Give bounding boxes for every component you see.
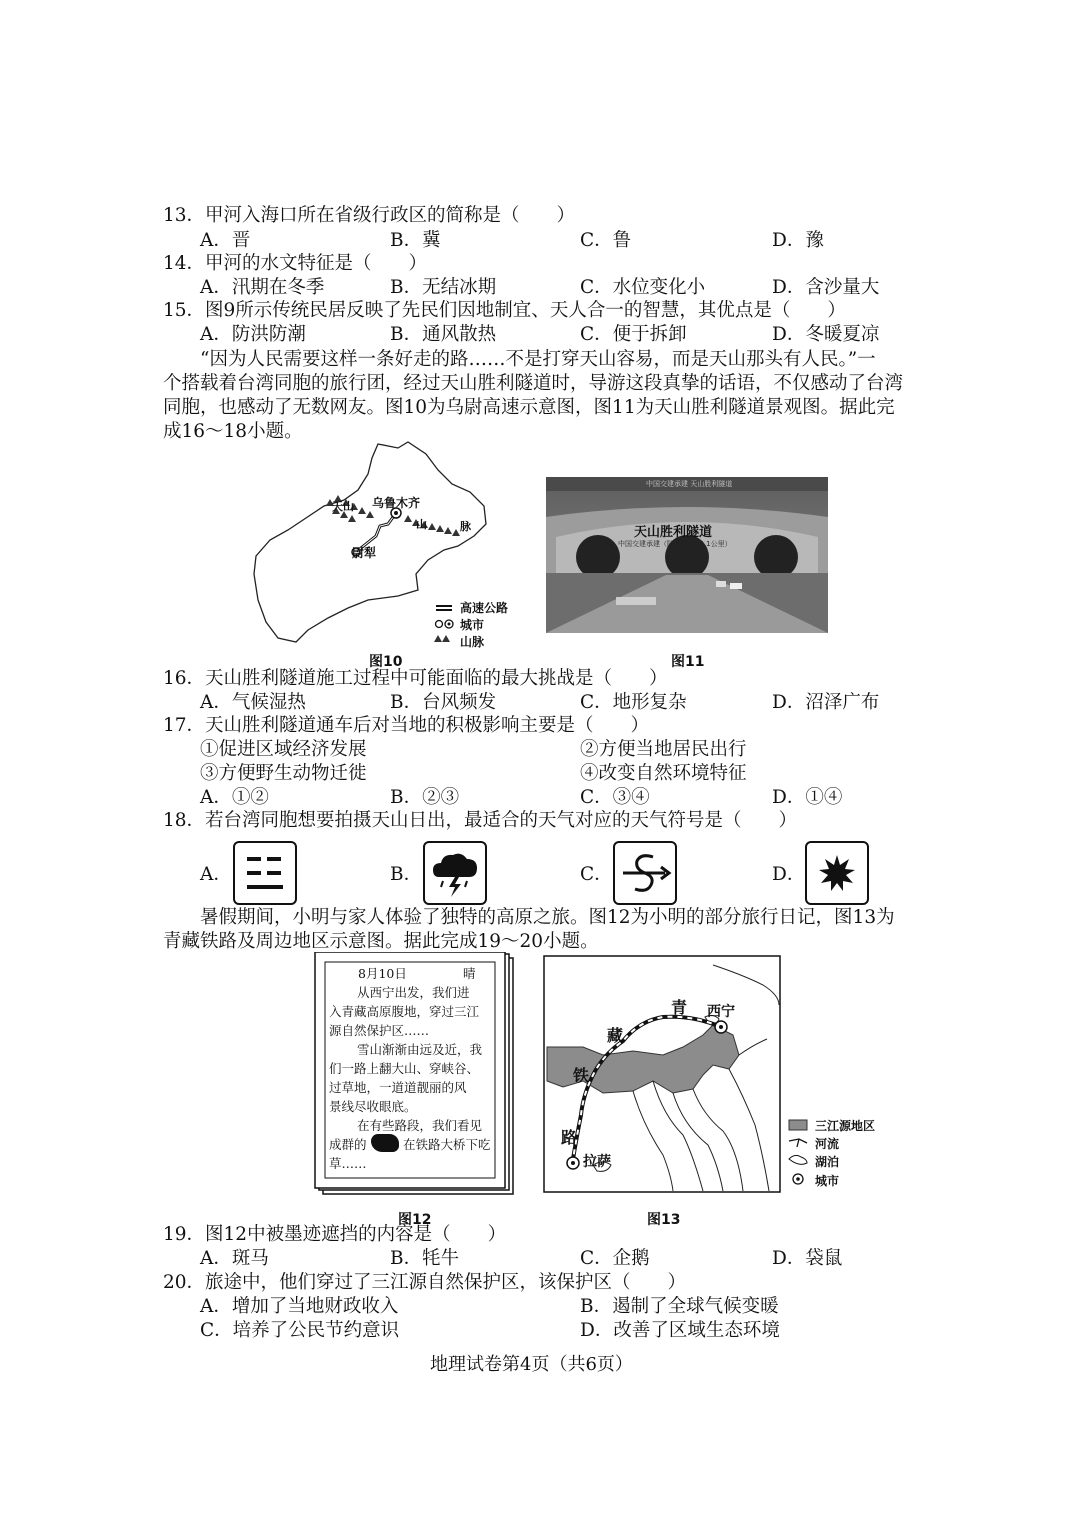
passage1-line: 成16～18小题。 <box>163 421 303 442</box>
diary-line: 成群的 <box>329 1137 367 1152</box>
q14-option-c: C．水位变化小 <box>580 277 706 298</box>
q17-option-b: B．②③ <box>390 787 460 808</box>
q20-option-b: B．遏制了全球气候变暖 <box>580 1296 779 1317</box>
q20-option-d: D．改善了区域生态环境 <box>580 1320 780 1341</box>
diary-line: 在有些路段，我们看见 <box>357 1118 483 1133</box>
figure-13-map <box>543 955 913 1195</box>
diary-line: 雪山渐渐由远及近，我 <box>357 1042 483 1057</box>
city-label-lhasa: 拉萨 <box>583 1154 611 1170</box>
q17-statement-2: ②方便当地居民出行 <box>580 739 747 760</box>
legend-sanjiangyuan: 三江源地区 <box>815 1119 876 1133</box>
q14-stem: 14．甲河的水文特征是（ ） <box>163 253 428 274</box>
tunnel-top-text: 中国交建承建 天山胜利隧道 <box>646 480 733 488</box>
thunderstorm-symbol-icon <box>423 841 487 905</box>
q16-stem: 16．天山胜利隧道施工过程中可能面临的最大挑战是（ ） <box>163 668 668 689</box>
diary-line: 在铁路大桥下吃 <box>403 1137 491 1152</box>
diary-line: 们一路上翻大山、穿峡谷、 <box>329 1061 480 1076</box>
q13-option-b: B．冀 <box>390 230 441 251</box>
sunny-symbol-icon <box>805 841 869 905</box>
passage1-line: 个搭载着台湾同胞的旅行团，经过天山胜利隧道时，导游这段真挚的话语，不仅感动了台湾 <box>163 373 904 394</box>
ink-blot <box>371 1134 399 1152</box>
railway-label-char: 铁 <box>573 1066 590 1085</box>
mountain-label-mai: 脉 <box>460 520 471 533</box>
q18-stem: 18．若台湾同胞想要拍摄天山日出，最适合的天气对应的天气符号是（ ） <box>163 810 798 831</box>
railway-label-char: 藏 <box>607 1026 624 1045</box>
q16-option-a: A．气候湿热 <box>200 692 306 713</box>
figure-11-tunnel-photo <box>546 477 828 633</box>
q20-option-c: C．培养了公民节约意识 <box>200 1320 400 1341</box>
q16-option-b: B．台风频发 <box>390 692 497 713</box>
diary-weather: 晴 <box>463 966 476 981</box>
passage2-line: 青藏铁路及周边地区示意图。据此完成19～20小题。 <box>163 931 599 952</box>
legend-city: 城市 <box>815 1174 840 1188</box>
q19-stem: 19．图12中被墨迹遮挡的内容是（ ） <box>163 1224 507 1245</box>
q20-stem: 20．旅途中，他们穿过了三江源自然保护区，该保护区（ ） <box>163 1272 687 1293</box>
q19-option-a: A．斑马 <box>200 1248 269 1269</box>
tunnel-sign-subtext: 中国交建承建（隧道总长22.1公里） <box>618 540 732 548</box>
diary-line: 从西宁出发，我们进 <box>357 985 470 1000</box>
q18-option-b: B． <box>390 864 423 885</box>
passage1-line: “因为人民需要这样一条好走的路……不是打穿天山容易，而是天山那头有人民。”一 <box>200 349 876 370</box>
q16-option-d: D．沼泽广布 <box>772 692 880 713</box>
mountain-label-shan: 山 <box>416 518 427 531</box>
city-label-yuli: 尉犁 <box>352 546 377 560</box>
q14-option-a: A．汛期在冬季 <box>200 277 325 298</box>
q13-option-d: D．豫 <box>772 230 824 251</box>
q15-option-d: D．冬暖夏凉 <box>772 324 880 345</box>
xinjiang-outline-map <box>248 440 528 650</box>
figure-10-caption: 图10 <box>369 654 403 670</box>
q15-option-a: A．防洪防潮 <box>200 324 306 345</box>
sandstorm-symbol-icon <box>613 841 677 905</box>
q14-option-b: B．无结冰期 <box>390 277 497 298</box>
q19-option-b: B．牦牛 <box>390 1248 460 1269</box>
diary-line: 景线尽收眼底。 <box>329 1099 417 1114</box>
city-label-urumqi: 乌鲁木齐 <box>372 496 421 510</box>
tunnel-photo-illustration <box>546 477 828 633</box>
q17-statement-4: ④改变自然环境特征 <box>580 763 747 784</box>
q15-option-b: B．通风散热 <box>390 324 497 345</box>
railway-label-char: 青 <box>671 998 688 1017</box>
q18-option-a: A． <box>200 864 232 885</box>
q13-stem: 13．甲河入海口所在省级行政区的简称是（ ） <box>163 205 576 226</box>
q17-statement-3: ③方便野生动物迁徙 <box>200 763 367 784</box>
diary-date: 8月10日 <box>358 966 407 981</box>
q13-option-a: A．晋 <box>200 230 251 251</box>
railway-label-char: 路 <box>561 1128 578 1147</box>
mountain-label-tianshan: 天山 <box>332 500 354 513</box>
q18-option-c: C． <box>580 864 613 885</box>
fog-symbol-icon <box>233 841 297 905</box>
q17-option-d: D．①④ <box>772 787 843 808</box>
q16-option-c: C．地形复杂 <box>580 692 687 713</box>
q13-option-c: C．鲁 <box>580 230 632 251</box>
diary-line: 草…… <box>329 1156 367 1171</box>
q20-option-a: A．增加了当地财政收入 <box>200 1296 399 1317</box>
q17-option-c: C．③④ <box>580 787 650 808</box>
q17-stem: 17．天山胜利隧道通车后对当地的积极影响主要是（ ） <box>163 715 650 736</box>
city-label-xining: 西宁 <box>707 1004 735 1020</box>
diary-line: 源自然保护区…… <box>329 1023 430 1038</box>
diary-line: 入青藏高原腹地，穿过三江 <box>329 1004 480 1019</box>
q15-option-c: C．便于拆卸 <box>580 324 687 345</box>
q15-stem: 15．图9所示传统民居反映了先民们因地制宜、天人合一的智慧，其优点是（ ） <box>163 300 846 321</box>
q19-option-d: D．袋鼠 <box>772 1248 843 1269</box>
figure-10-map <box>248 440 528 650</box>
figure-12-caption: 图12 <box>398 1212 432 1228</box>
legend-lake: 湖泊 <box>815 1155 840 1169</box>
legend-highway: 高速公路 <box>460 601 509 615</box>
figure-12-diary <box>313 952 519 1202</box>
passage1-line: 同胞，也感动了无数网友。图10为乌尉高速示意图，图11为天山胜利隧道景观图。据此完 <box>163 397 895 418</box>
q18-option-d: D． <box>772 864 806 885</box>
legend-river: 河流 <box>815 1137 840 1151</box>
legend-mountain: 山脉 <box>460 635 485 649</box>
q14-option-d: D．含沙量大 <box>772 277 880 298</box>
q19-option-c: C．企鹅 <box>580 1248 650 1269</box>
page-footer: 地理试卷第4页（共6页） <box>430 1354 633 1375</box>
figure-11-caption: 图11 <box>671 654 705 670</box>
q17-statement-1: ①促进区域经济发展 <box>200 739 367 760</box>
figure-13-caption: 图13 <box>647 1212 681 1228</box>
legend-city: 城市 <box>460 618 485 632</box>
q17-option-a: A．①② <box>200 787 269 808</box>
diary-line: 过草地，一道道靓丽的风 <box>329 1080 467 1095</box>
tunnel-sign-text: 天山胜利隧道 <box>634 525 713 540</box>
passage2-line: 暑假期间，小明与家人体验了独特的高原之旅。图12为小明的部分旅行日记，图13为 <box>200 907 895 928</box>
